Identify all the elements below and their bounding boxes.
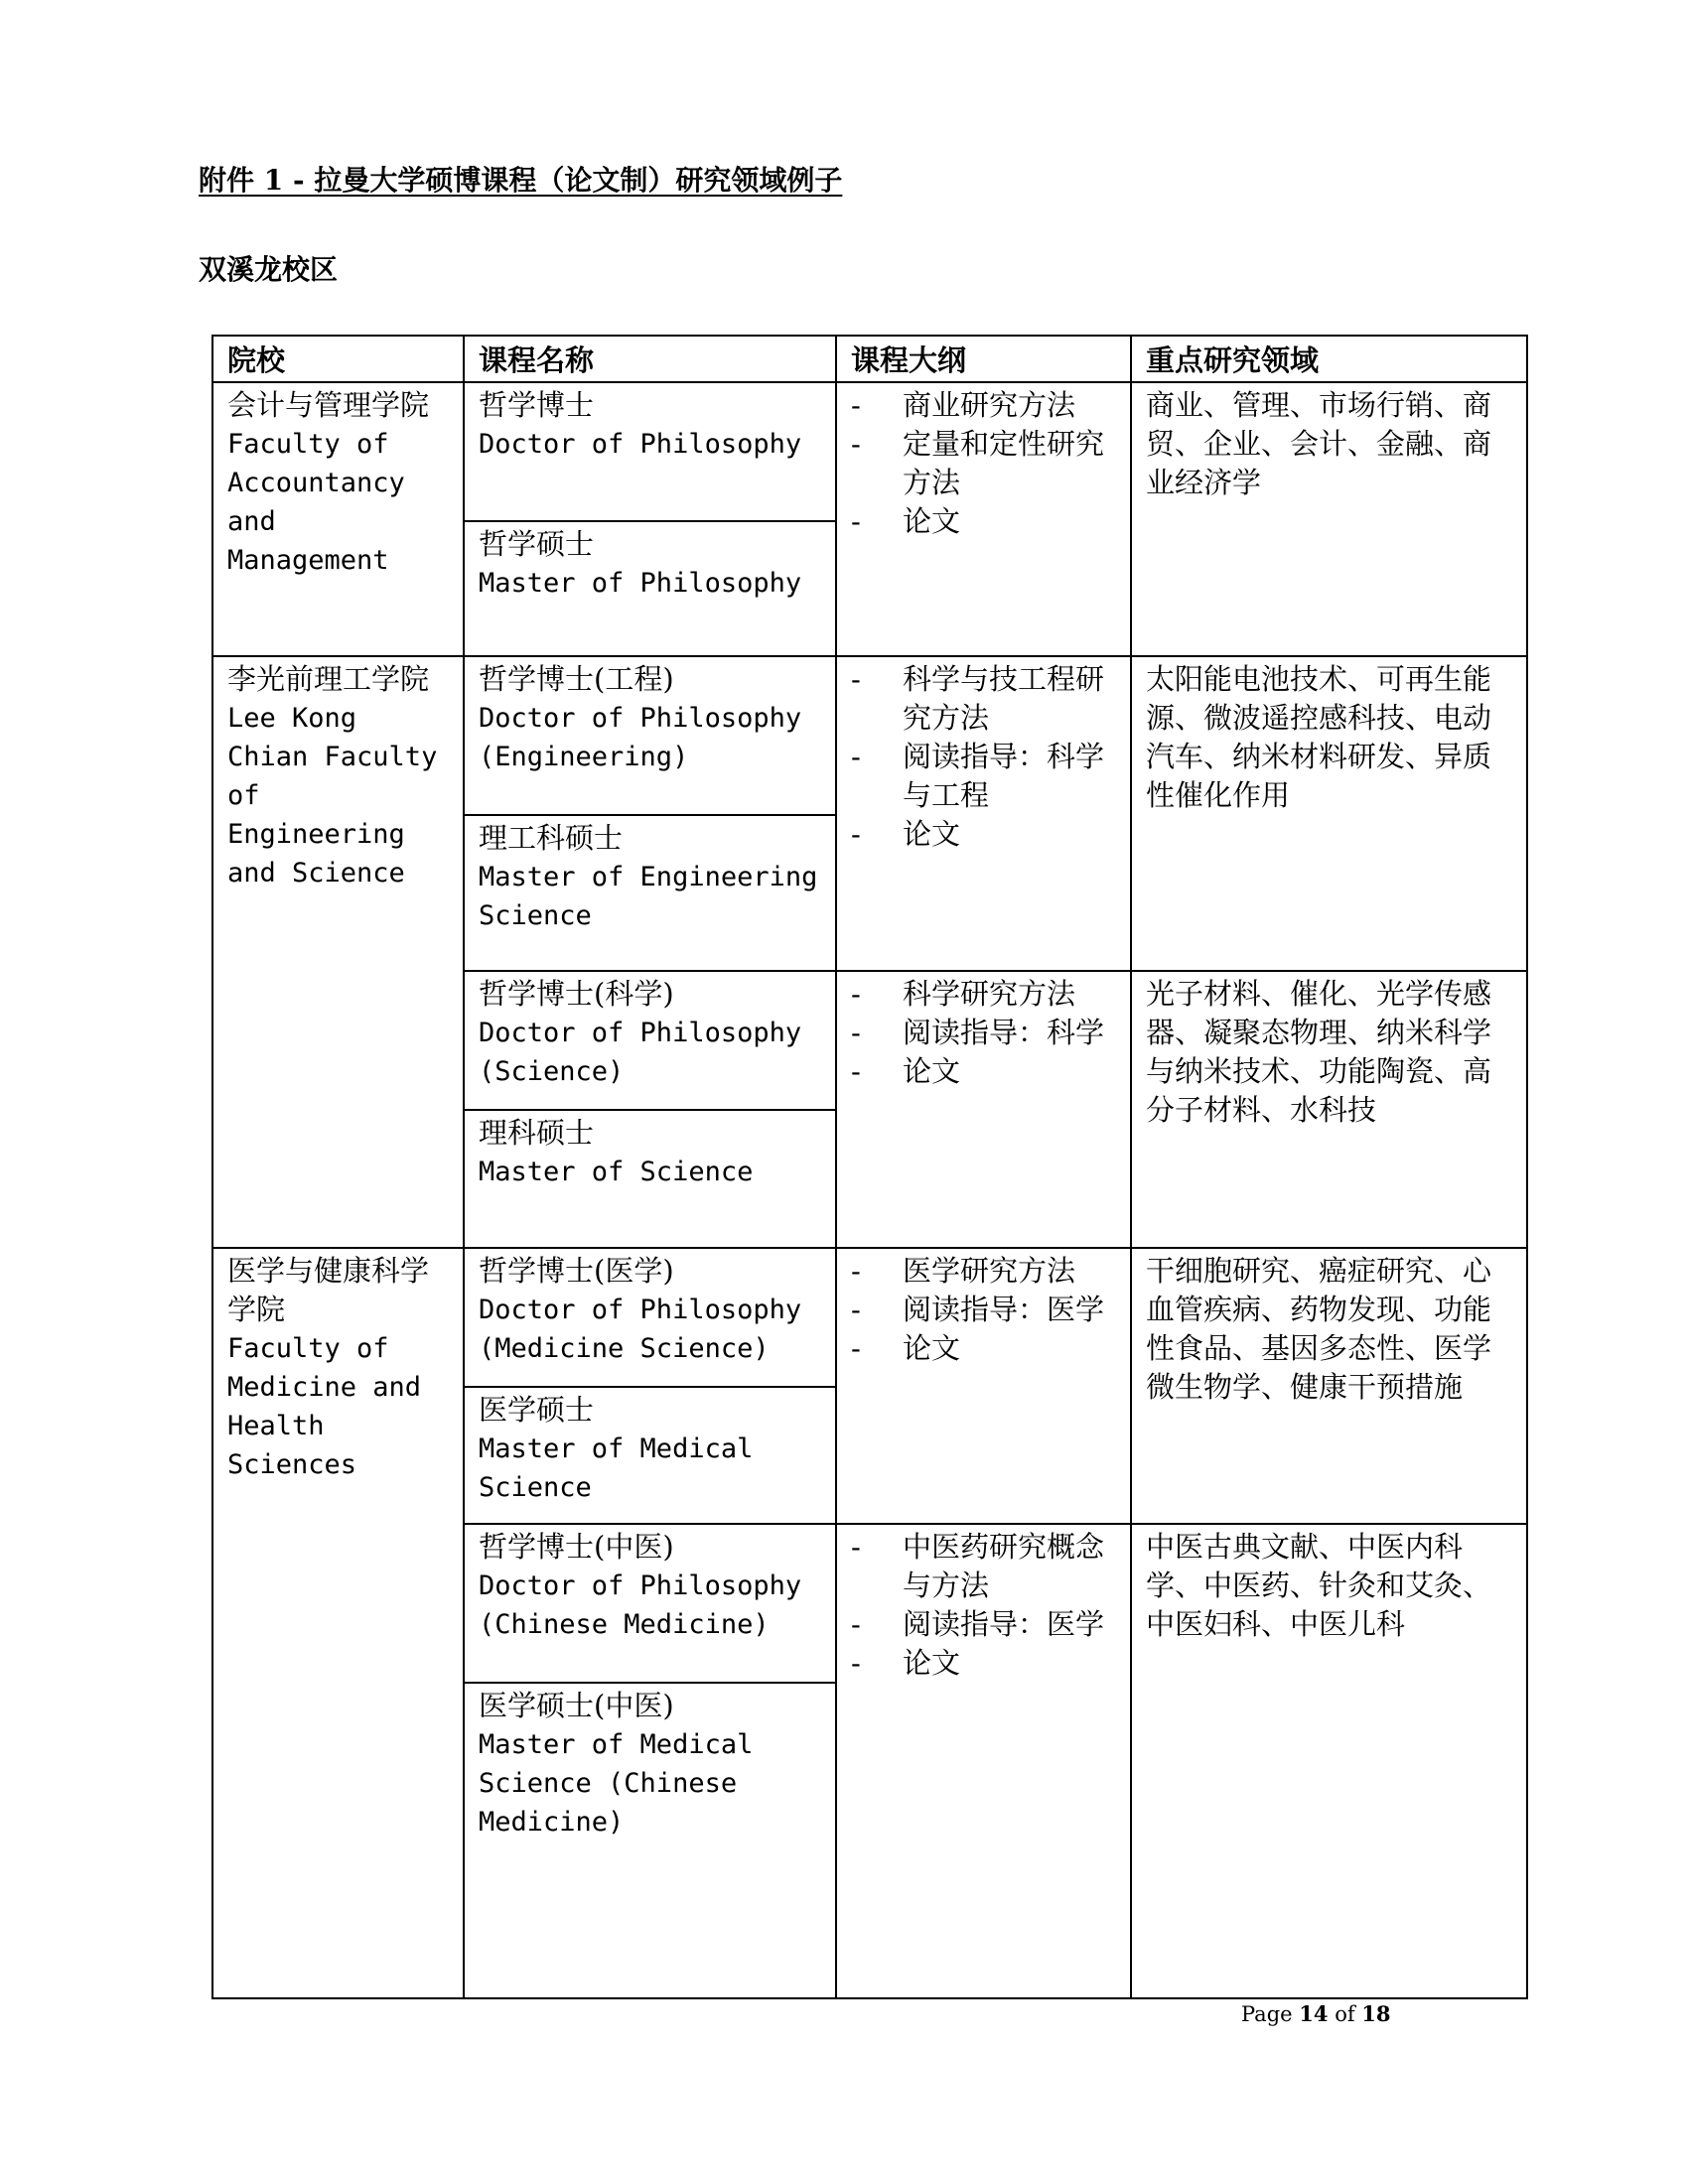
course-name-cn: 哲学博士(科学) (479, 977, 674, 1011)
course-name-en: Master of Engineering Science (479, 862, 818, 931)
research-focus-text: 商业、管理、市场行销、商贸、企业、会计、金融、商业经济学 (1146, 388, 1492, 499)
table-row (212, 656, 1527, 971)
course-name-cn: 哲学博士 (479, 388, 595, 422)
table-header-row (212, 336, 1527, 382)
syllabus-cell (836, 1248, 1131, 1524)
faculty-cell (212, 382, 464, 656)
research-focus-cell (1131, 1248, 1527, 1524)
course-name-cell (464, 1524, 836, 1998)
course-name-en: Doctor of Philosophy (479, 429, 802, 460)
syllabus-item: - 科学与技工程研究方法 (851, 662, 1105, 735)
course-name-en: Master of Medical Science (479, 1433, 754, 1503)
table-row (212, 1248, 1527, 1524)
current-page-number: 14 (1299, 2001, 1329, 2026)
course-name-cell (464, 382, 836, 656)
table-row (212, 382, 1527, 656)
syllabus-item: - 科学研究方法 (851, 977, 1076, 1011)
syllabus-cell (836, 1524, 1131, 1998)
course-name-en: Doctor of Philosophy (Science) (479, 1018, 802, 1087)
syllabus-item: - 阅读指导：科学 (851, 1016, 1105, 1049)
faculty-cell (212, 656, 464, 1248)
research-focus-cell (1131, 1524, 1527, 1998)
course-name-en: Doctor of Philosophy (Medicine Science) (479, 1295, 802, 1364)
course-name-cell (464, 1248, 836, 1524)
course-name-cn: 医学硕士 (479, 1393, 595, 1427)
course-name-cn: 理科硕士 (479, 1116, 595, 1150)
syllabus-item: - 定量和定性研究方法 (851, 427, 1105, 499)
research-focus-text: 太阳能电池技术、可再生能源、微波遥控感科技、电动汽车、纳米材料研发、异质性催化作用 (1146, 662, 1492, 812)
research-focus-cell (1131, 971, 1527, 1248)
syllabus-item: - 论文 (851, 817, 961, 851)
course-name-cn: 哲学博士(医学) (479, 1254, 674, 1288)
faculty-name-cn: 会计与管理学院 (227, 388, 430, 422)
header-course-name: 课程名称 (464, 336, 836, 382)
syllabus-item: - 论文 (851, 1054, 961, 1088)
syllabus-item: - 商业研究方法 (851, 388, 1076, 422)
course-name-en: Doctor of Philosophy (Chinese Medicine) (479, 1570, 802, 1640)
research-focus-text: 干细胞研究、癌症研究、心血管疾病、药物发现、功能性食品、基因多态性、医学微生物学、健康干预措施 (1146, 1254, 1492, 1404)
research-focus-text: 中医古典文献、中医内科学、中医药、针灸和艾灸、中医妇科、中医儿科 (1146, 1530, 1492, 1641)
course-name-cn: 哲学硕士 (479, 527, 595, 561)
faculty-name-en: Faculty of Accountancy and Management (227, 429, 405, 576)
course-name-cell (464, 971, 836, 1248)
syllabus-item: - 阅读指导：医学 (851, 1607, 1105, 1641)
faculty-name-en: Lee Kong Chian Faculty of Engineering and Science (227, 703, 438, 888)
syllabus-item: - 医学研究方法 (851, 1254, 1076, 1288)
document-title: 附件 1 - 拉曼大学硕博课程（论文制）研究领域例子 (199, 164, 843, 197)
faculty-cell (212, 1248, 464, 1998)
syllabus-cell (836, 382, 1131, 656)
header-faculty: 院校 (212, 336, 464, 382)
course-name-cn: 哲学博士(工程) (479, 662, 674, 696)
header-research-focus: 重点研究领域 (1131, 336, 1527, 382)
header-syllabus: 课程大纲 (836, 336, 1131, 382)
syllabus-cell (836, 971, 1131, 1248)
faculty-name-en: Faculty of Medicine and Health Sciences (227, 1333, 422, 1480)
course-name-en: Master of Philosophy (479, 568, 802, 599)
research-areas-table (211, 335, 1528, 1999)
course-name-en: Master of Medical Science (Chinese Medicine) (479, 1729, 754, 1838)
course-name-en: Doctor of Philosophy (Engineering) (479, 703, 802, 772)
faculty-name-cn: 医学与健康科学学院 (227, 1254, 430, 1326)
course-name-cn: 哲学博士(中医) (479, 1530, 674, 1564)
syllabus-cell (836, 656, 1131, 971)
syllabus-item: - 论文 (851, 1646, 961, 1680)
syllabus-item: - 论文 (851, 1331, 961, 1365)
research-focus-cell (1131, 382, 1527, 656)
total-page-count: 18 (1361, 2001, 1391, 2026)
syllabus-item: - 论文 (851, 504, 961, 538)
campus-heading: 双溪龙校区 (199, 253, 339, 286)
course-name-cell (464, 656, 836, 971)
faculty-name-cn: 李光前理工学院 (227, 662, 430, 696)
syllabus-item: - 阅读指导：科学与工程 (851, 740, 1105, 812)
syllabus-item: - 中医药研究概念与方法 (851, 1530, 1105, 1602)
course-name-en: Master of Science (479, 1157, 754, 1187)
research-focus-text: 光子材料、催化、光学传感器、凝聚态物理、纳米科学与纳米技术、功能陶瓷、高分子材料、水科技 (1146, 977, 1492, 1127)
syllabus-item: - 阅读指导：医学 (851, 1293, 1105, 1326)
course-name-cn: 理工科硕士 (479, 821, 624, 855)
research-focus-cell (1131, 656, 1527, 971)
course-name-cn: 医学硕士(中医) (479, 1689, 674, 1722)
of-word: of (1335, 2002, 1355, 2026)
page-footer (1241, 2001, 1391, 2026)
page-word: Page (1241, 2002, 1293, 2026)
